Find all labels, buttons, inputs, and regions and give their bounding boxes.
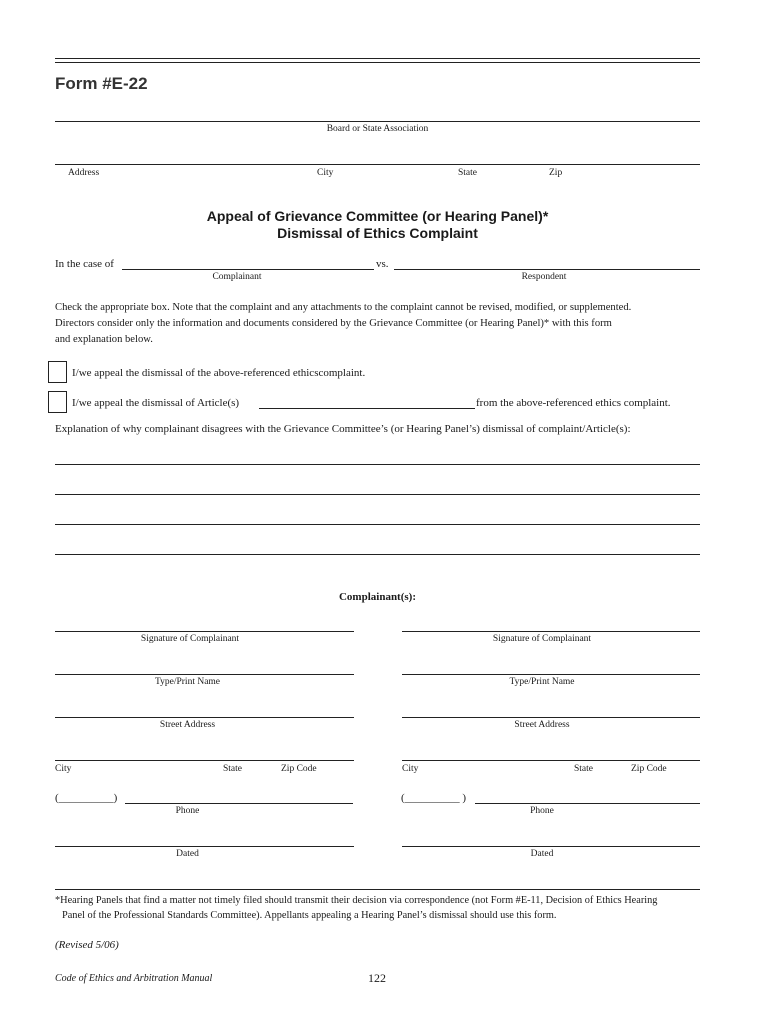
explanation-label: Explanation of why complainant disagrees with the Grievance Committee’s (or Hearing Panel’s) dismissal of complaint/Article(s): <box>55 423 631 435</box>
footer-manual-title: Code of Ethics and Arbitration Manual <box>55 973 213 984</box>
right-dated-label: Dated <box>530 849 554 859</box>
respondent-line[interactable] <box>394 269 700 270</box>
left-signature-line[interactable] <box>55 631 354 632</box>
revised-date: (Revised 5/06) <box>55 939 119 951</box>
explanation-line-1[interactable] <box>55 464 700 465</box>
left-phone-areacode: (__________) <box>55 792 118 804</box>
right-phone-label: Phone <box>530 806 554 816</box>
left-city-line[interactable] <box>55 760 354 761</box>
left-dated-label: Dated <box>176 849 199 859</box>
option1-label: I/we appeal the dismissal of the above-referenced ethicscomplaint. <box>72 367 366 379</box>
instructions-line3: and explanation below. <box>55 334 153 345</box>
form-title-line1: Appeal of Grievance Committee (or Hearing Panel)* <box>206 208 549 224</box>
left-state-label: State <box>223 764 242 774</box>
right-state-label: State <box>574 764 593 774</box>
footnote-rule <box>55 889 700 890</box>
form-title-line2: Dismissal of Ethics Complaint <box>277 225 478 241</box>
board-line[interactable] <box>55 121 700 122</box>
explanation-line-2[interactable] <box>55 494 700 495</box>
left-signature-label: Signature of Complainant <box>140 634 240 644</box>
complainants-heading: Complainant(s): <box>338 591 416 603</box>
left-dated-line[interactable] <box>55 846 354 847</box>
left-street-label: Street Address <box>159 720 216 730</box>
left-phone-line[interactable] <box>125 803 353 804</box>
instructions-line1: Check the appropriate box. Note that the complaint and any attachments to the complaint cannot be revised, modified, or supplemented. <box>55 302 632 313</box>
state-label: State <box>458 168 477 178</box>
right-city-label: City <box>402 764 419 774</box>
left-zip-label: Zip Code <box>281 764 317 774</box>
right-street-line[interactable] <box>402 717 700 718</box>
option2-prefix: I/we appeal the dismissal of Article(s) <box>72 397 240 409</box>
right-name-label: Type/Print Name <box>509 677 575 687</box>
complainant-line[interactable] <box>122 269 374 270</box>
footnote-line1: *Hearing Panels that find a matter not timely filed should transmit their decision via correspondence (not Form #E-11, Decision of Ethics Hearing <box>55 895 658 906</box>
articles-line[interactable] <box>259 408 475 409</box>
right-city-line[interactable] <box>402 760 700 761</box>
zip-label: Zip <box>549 168 563 178</box>
option2-checkbox[interactable] <box>48 391 67 413</box>
right-zip-label: Zip Code <box>631 764 667 774</box>
left-street-line[interactable] <box>55 717 354 718</box>
right-phone-line[interactable] <box>475 803 700 804</box>
instructions-line2: Directors consider only the information and documents considered by the Grievance Committee (or Hearing Panel)* with this form <box>55 318 612 329</box>
right-name-line[interactable] <box>402 674 700 675</box>
case-prefix: In the case of <box>55 258 114 270</box>
footnote-line2: Panel of the Professional Standards Committee). Appellants appealing a Hearing Panel’s dismissal should use this form. <box>62 910 557 921</box>
page-number: 122 <box>368 971 386 985</box>
explanation-line-3[interactable] <box>55 524 700 525</box>
respondent-label: Respondent <box>521 272 567 282</box>
option2-suffix: from the above-referenced ethics complaint. <box>476 397 671 409</box>
right-dated-line[interactable] <box>402 846 700 847</box>
address-line[interactable] <box>55 164 700 165</box>
complainant-label: Complainant <box>212 272 262 282</box>
right-signature-label: Signature of Complainant <box>492 634 592 644</box>
right-street-label: Street Address <box>514 720 570 730</box>
right-signature-line[interactable] <box>402 631 700 632</box>
left-name-line[interactable] <box>55 674 354 675</box>
left-city-label: City <box>55 764 72 774</box>
case-vs: vs. <box>376 258 389 270</box>
left-phone-label: Phone <box>175 806 200 816</box>
top-rule-thin <box>55 62 700 63</box>
top-rule <box>55 58 700 59</box>
form-number: Form #E-22 <box>55 74 148 93</box>
option1-checkbox[interactable] <box>48 361 67 383</box>
explanation-line-4[interactable] <box>55 554 700 555</box>
board-label: Board or State Association <box>326 124 429 134</box>
left-name-label: Type/Print Name <box>154 677 221 687</box>
city-label: City <box>317 168 334 178</box>
address-label: Address <box>68 168 100 178</box>
right-phone-areacode: (__________ ) <box>401 792 467 804</box>
